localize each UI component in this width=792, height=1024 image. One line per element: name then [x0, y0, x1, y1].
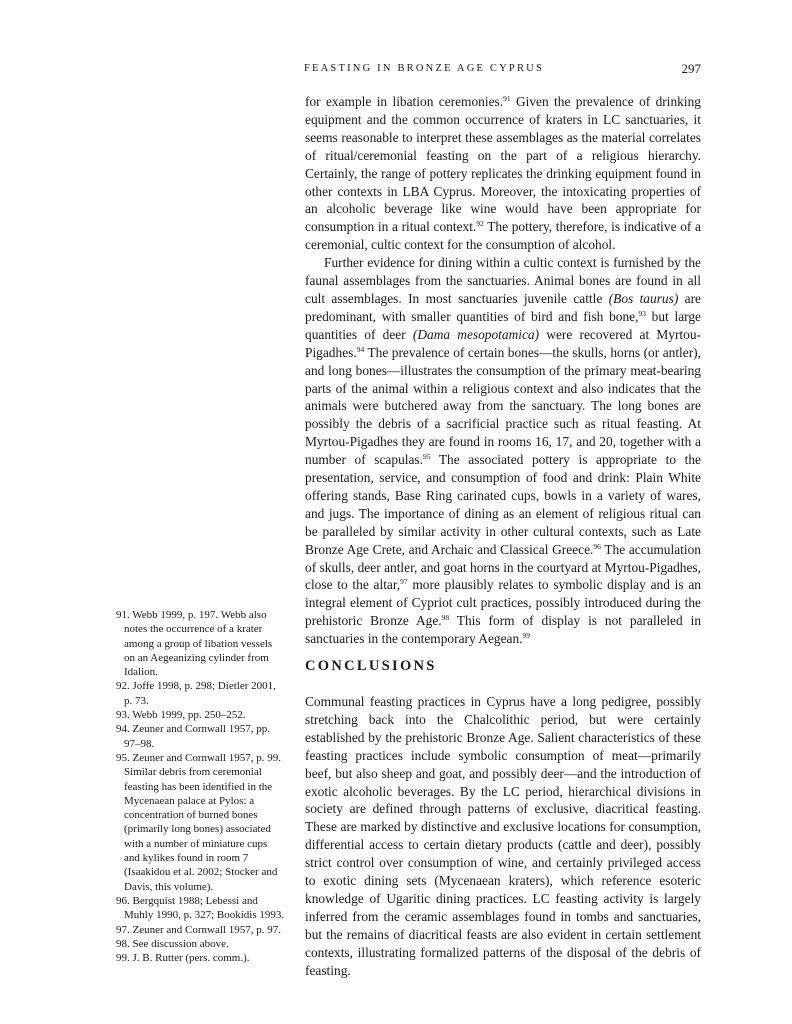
footnote-ref-95: 95: [423, 452, 431, 462]
text-span: This form of display is not paralleled in sanctuaries in the contemporary Aegean.: [305, 613, 702, 647]
conclusions-section: [305, 693, 701, 980]
species-name: (Bos taurus): [608, 290, 679, 306]
body-text: [305, 93, 701, 648]
footnote-91: 91. Webb 1999, p. 197. Webb also notes the occurrence of a krater among a group of libation vessels on an Aegeanizing cylinder from Idalion.: [116, 609, 273, 679]
text-span: were recovered at Myrtou-Pigadhes.: [305, 326, 701, 360]
section-heading: CONCLUSIONS: [305, 658, 437, 674]
page-number: 297: [681, 61, 701, 76]
species-name: (Dama mesopotamica): [412, 326, 540, 342]
text-span: but large quantities of deer: [305, 308, 701, 342]
footnote-93: 93. Webb 1999, pp. 250–252.: [116, 709, 246, 722]
footnote-ref-98: 98: [441, 613, 450, 623]
text-span: The accumulation of skulls, deer antler, and goat horns in the courtyard at Myrtou-Pigadhes, close to the altar,: [305, 541, 701, 593]
paragraph-1: [305, 93, 701, 254]
footnote-92: 92. Joffe 1998, p. 298; Dietler 2001, p. 73.: [116, 680, 276, 707]
text-span: Further evidence for dining within a cultic context is furnished by the faunal assemblages from the sanctuaries. Animal bones are found in all cult assemblages. In most sanctuaries juvenile cattle: [305, 255, 701, 306]
footnote-ref-94: 94: [356, 344, 365, 354]
footnote-ref-93: 93: [638, 308, 646, 318]
text-span: Given the prevalence of drinking equipment and the common occurrence of kraters in LC sanctuaries, it seems reasonable to interpret these assemblages as the material correlates of ritual/ceremonial feasting on the part of a religious hierarchy. Certainly, the range of pottery replicates the drinking equipment found in other contexts in LBA Cyprus. Moreover, the intoxicating properties of an alcoholic beverage like wine would have been appropriate for consumption in a ritual context.: [305, 94, 701, 235]
text-span: for example in libation ceremonies.: [305, 94, 504, 109]
text-span: The prevalence of certain bones—the skulls, horns (or antler), and long bones—illustrates the consumption of the primary meat-bearing parts of the animal within a religious context and also indicates that the animals were butchered away from the sanctuary. The long bones are possibly the debris of a sacrificial practice such as ritual feasting. At Myrtou-Pigadhes they are found in rooms 16, 17, and 20, together with a number of scapulas.: [305, 344, 701, 468]
conclusions-paragraph: Communal feasting practices in Cyprus have a long pedigree, possibly stretching back into the Chalcolithic period, but were certainly established by the prehistoric Bronze Age. Salient characteristics of these feasting practices include symbolic consumption of meat—primarily beef, but also sheep and goat, and possibly deer—and the introduction of exotic alcoholic beverages. By the LC period, hierarchical divisions in society are defined through patterns of exclusive, diacritical feasting. These are marked by distinctive and exclusive locations for consumption, differential access to certain dietary products (cattle and deer), possibly strict control over consumption of wine, and certainly privileged access to exotic dining sets (Mycenaean kraters), which reference esoteric knowledge of Ugaritic dining practices. LC feasting activity is largely inferred from the ceramic assemblages found in tombs and sanctuaries, but the remains of diacritical feasts are also evident in certain settlement contexts, illustrating formalized patterns of the disposal of the debris of feasting.: [305, 694, 701, 978]
footnotes-column: [110, 608, 285, 965]
footnote-ref-91: 91: [503, 94, 511, 103]
footnote-98: 98. See discussion above.: [116, 937, 229, 950]
text-span: The pottery, therefore, is indicative of a ceremonial, cultic context for the consumption of alcohol.: [305, 219, 701, 253]
text-span: are predominant, with smaller quantities of bird and fish bone,: [305, 290, 701, 324]
footnote-96: 96. Bergquist 1988; Lebessi and Muhly 1990, p. 327; Bookidis 1993.: [116, 894, 285, 922]
footnote-ref-96: 96: [593, 541, 601, 551]
text-span: The associated pottery is appropriate to the presentation, service, and consumption of food and drink: Plain White offering stands, Base Ring carinated cups, bowls in a variety of wares, and jugs. The importance of dining as an element of religious ritual can be paralleled by similar activity in other cultural contexts, such as Late Bronze Age Crete, and Archaic and Classical Greece.: [305, 452, 701, 557]
footnote-99: 99. J. B. Rutter (pers. comm.).: [116, 952, 250, 965]
paragraph-2: [305, 254, 701, 648]
text-span: more plausibly relates to symbolic display and is an integral element of Cypriot cult practices, possibly introduced during the prehistoric Bronze Age.: [305, 577, 701, 629]
footnote-ref-99: 99: [522, 631, 531, 641]
footnote-ref-97: 97: [400, 577, 408, 587]
footnote-94: 94. Zeuner and Cornwall 1957, pp. 97–98.: [116, 723, 270, 750]
footnote-97: 97. Zeuner and Cornwall 1957, p. 97.: [116, 923, 281, 936]
footnote-95: 95. Zeuner and Cornwall 1957, p. 99. Similar debris from ceremonial feasting has been identified in the Mycenaean palace at Pylos: a concentration of burned bones (primarily long bones) associated with a number of miniature cups and kylikes found in room 7 (Isaakidou et al. 2002; Stocker and Davis, this volume).: [116, 751, 281, 893]
running-head: FEASTING IN BRONZE AGE CYPRUS: [304, 63, 544, 74]
footnote-ref-92: 92: [476, 219, 484, 229]
